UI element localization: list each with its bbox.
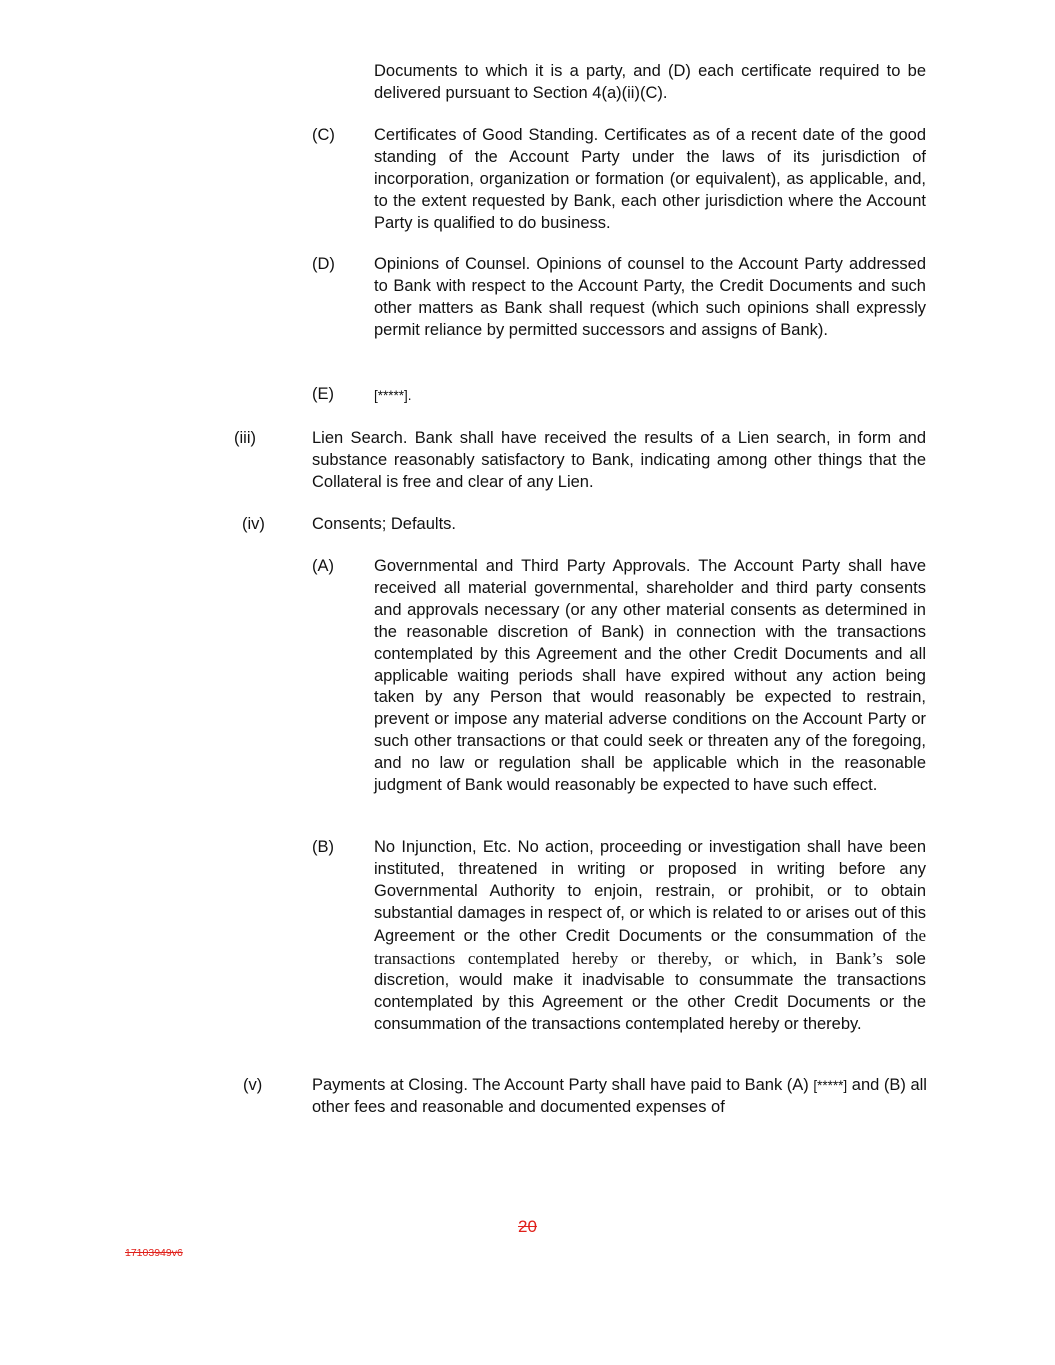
item-d-text: Opinions of Counsel. Opinions of counsel to the Account Party addressed to Bank with respect to the Account Party, the Credit Documents and such other matters as Bank shall request (which such opinions shall expressly permit reliance by permitted successors and assigns of Bank).: [374, 255, 926, 339]
item-d-label: (D): [312, 255, 335, 273]
item-b-text-part1: No Injunction, Etc. No action, proceeding or investigation shall have been instituted, threatened in writing or proposed in writing before any Governmental Authority to enjoin, restrain, or prohibit, or to obtain substantial damages in respect of, or which is related to or arises out of this Agreement or the other Credit Documents or the consummation of: [374, 838, 926, 945]
item-v-redacted: [*****]: [813, 1078, 848, 1093]
page-number: 20: [518, 1217, 537, 1236]
item-c-label: (C): [312, 126, 335, 144]
item-b-text-serif: the transactions contemplated hereby or thereby, or which, in Bank’s: [374, 925, 926, 968]
item-e-text: [*****].: [374, 388, 412, 403]
item-e-label: (E): [312, 385, 334, 403]
continuation-paragraph: Documents to which it is a party, and (D) each certificate required to be delivered pursuant to Section 4(a)(ii)(C).: [374, 62, 926, 102]
item-iii-text: Lien Search. Bank shall have received the results of a Lien search, in form and substance reasonably satisfactory to Bank, indicating among other things that the Collateral is free and clear of any Lien.: [312, 429, 926, 491]
item-iv-label: (iv): [242, 515, 265, 533]
item-b-text-part2: sole discretion, would make it inadvisable to consummate the transactions contemplated by this Agreement or the other Credit Documents or the consummation of the transactions contemplated hereby or thereby.: [374, 949, 926, 1034]
item-a-label: (A): [312, 557, 334, 575]
item-v-text: [312, 1075, 928, 1119]
item-a-text: Governmental and Third Party Approvals. The Account Party shall have received all material governmental, shareholder and third party consents and approvals necessary (or any other material consents as determined in the reasonable discretion of Bank) in connection with the transactions contemplated by this Agreement and the other Credit Documents and all applicable waiting periods shall have expired without any action being taken by any Person that would reasonably be expected to restrain, prevent or impose any material adverse conditions on the Account Party or such other transactions or that could seek or threaten any of the foregoing, and no law or regulation shall be applicable which in the reasonable judgment of Bank would reasonably be expected to have such effect.: [374, 557, 926, 795]
item-v-label: (v): [243, 1076, 263, 1094]
item-v-text-part1: Payments at Closing. The Account Party shall have paid to Bank (A): [312, 1076, 809, 1094]
item-v-text-part2: and (B) all other fees and reasonable and documented expenses of: [312, 1076, 927, 1116]
item-b-label: (B): [312, 838, 334, 856]
item-b-text: [374, 837, 926, 1036]
document-id: 17103949v6: [125, 1247, 183, 1259]
item-iv-text: Consents; Defaults.: [312, 515, 456, 533]
item-iii-label: (iii): [234, 429, 256, 447]
item-c-text: Certificates of Good Standing. Certificates as of a recent date of the good standing of the Account Party under the laws of its jurisdiction of incorporation, organization or formation (or equivalent), as applicable, and, to the extent requested by Bank, each other jurisdiction where the Account Party is qualified to do business.: [374, 126, 926, 232]
